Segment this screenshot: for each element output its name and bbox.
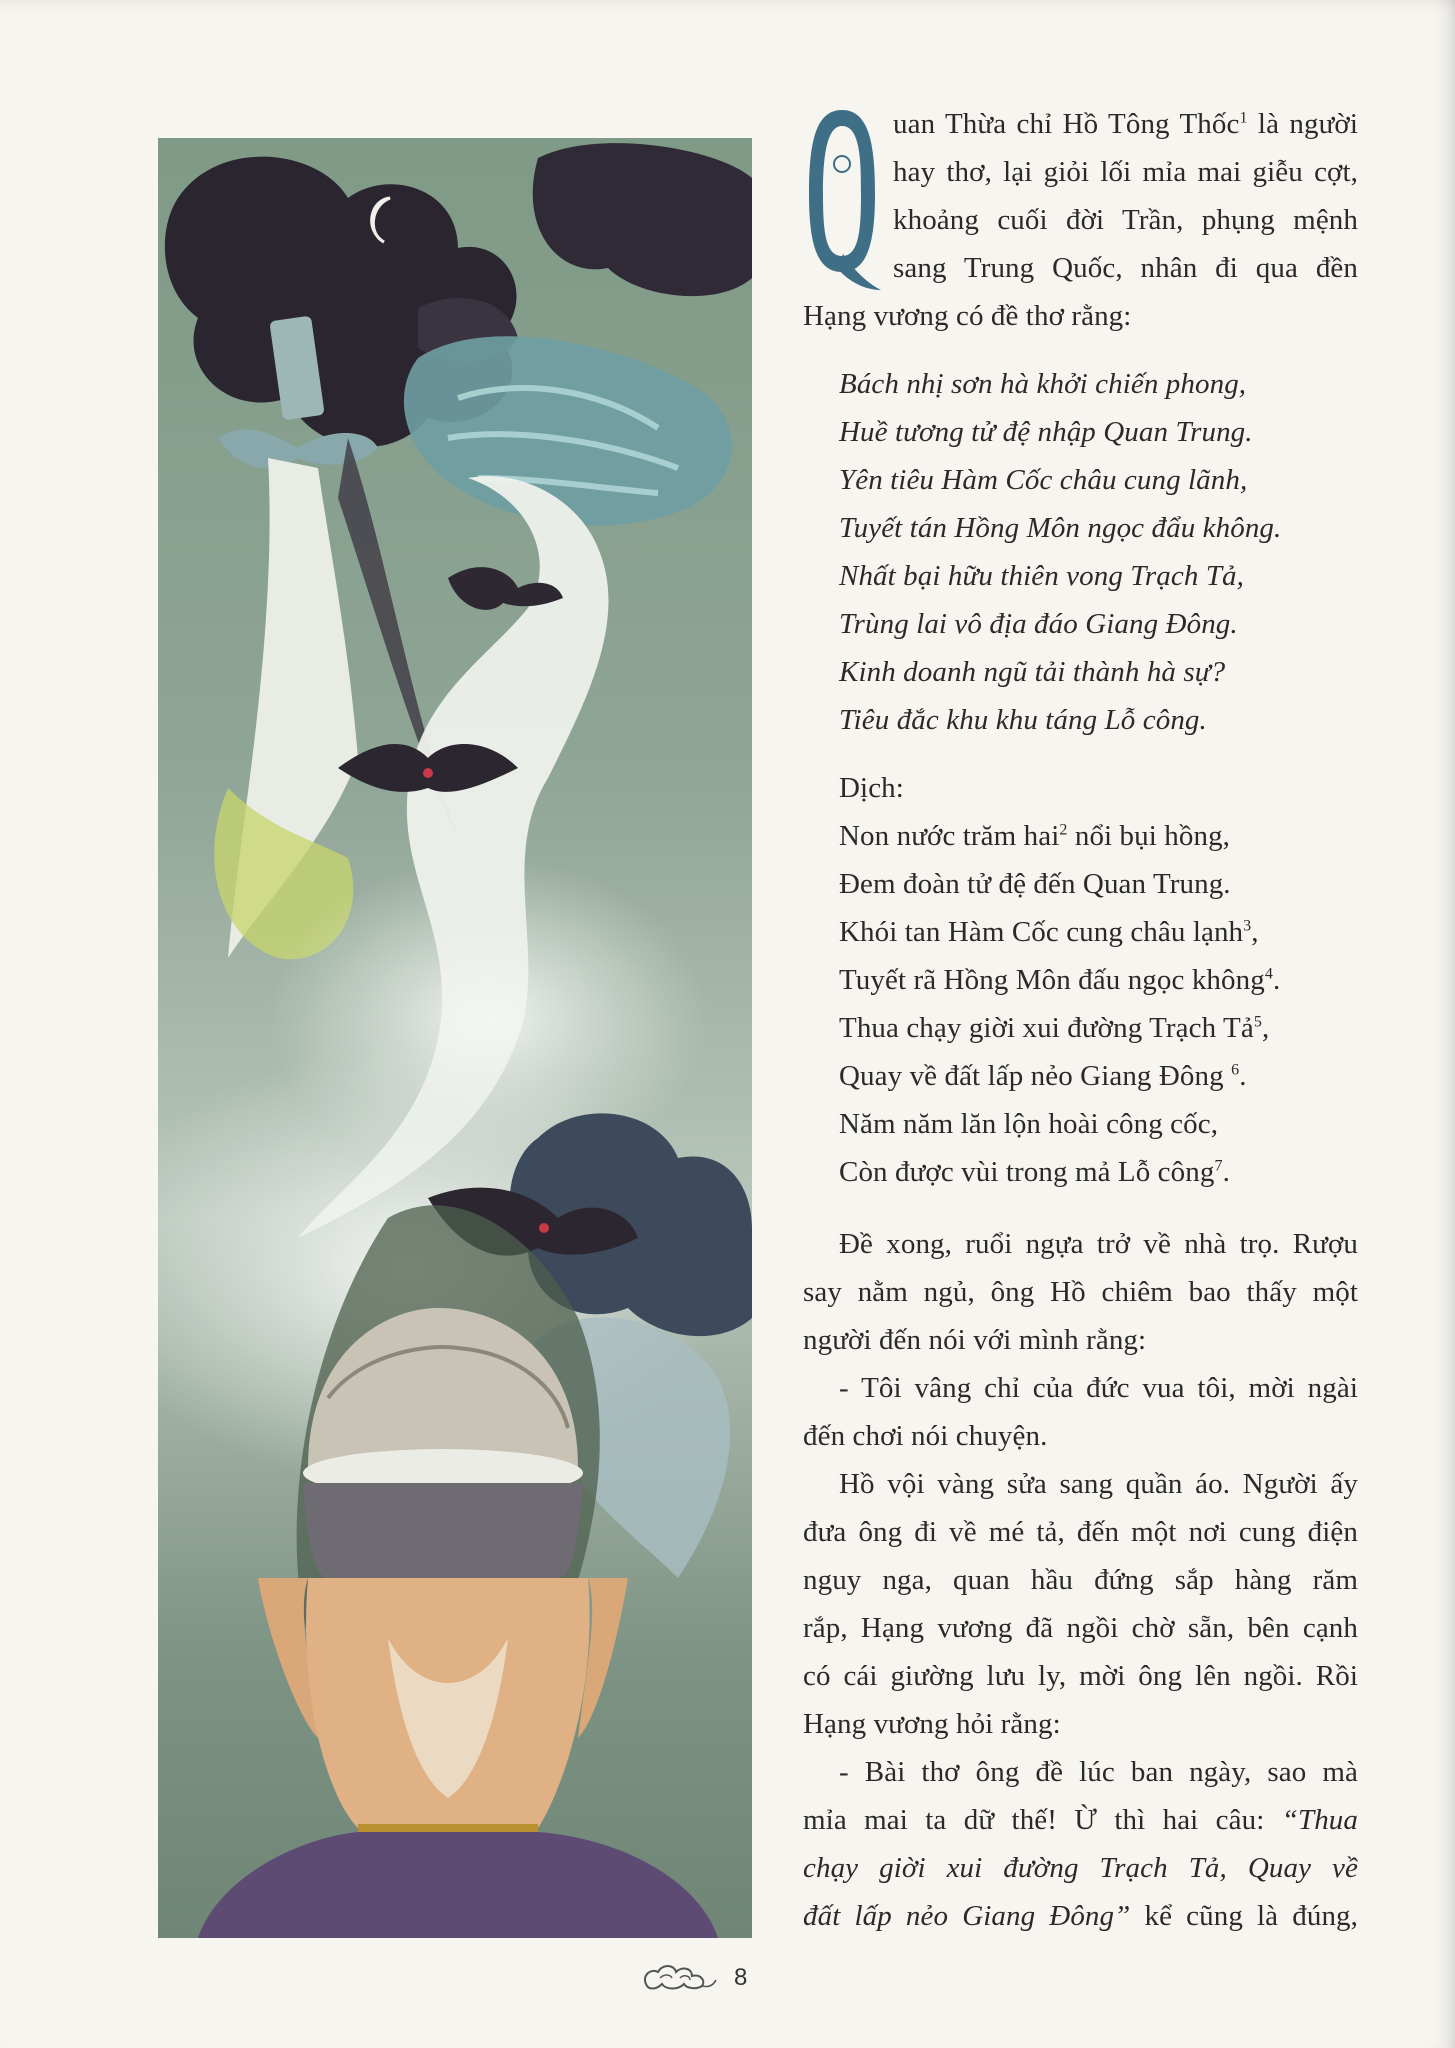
poem-original [803,360,1358,744]
footnote-ref: 4 [1264,965,1273,983]
quote-text: đất lấp nẻo Giang Đông” [803,1900,1131,1932]
translation-text: . [1222,1156,1230,1188]
translation-heading: Dịch: [839,772,904,804]
body-line: người đến nói với mình rằng: [803,1324,1147,1356]
poem-line: Huề tương tử đệ nhập Quan Trung. [839,416,1253,448]
body-line: đến chơi nói chuyện. [803,1420,1048,1452]
intro-paragraph [803,100,1358,292]
body-line: Hạng vương hỏi rằng: [803,1708,1061,1740]
translation-text: Quay về đất lấp nẻo Giang Đông [839,1060,1232,1092]
footnote-ref: 1 [1239,109,1248,127]
story-text-column [803,100,1358,1940]
translation-line [839,812,1358,860]
translation-text: nổi bụi hồng, [1067,820,1231,852]
body-text: mỉa mai ta dữ thế! Ừ thì hai câu: [803,1804,1282,1836]
translation-text: , [1261,1012,1270,1044]
translation-text: . [1239,1060,1247,1092]
body-line: rắp, Hạng vương đã ngồi chờ sẵn, bên cạnh [803,1612,1358,1644]
translation-text: Tuyết rã Hồng Môn đấu ngọc không [839,964,1265,996]
translation-line [839,1004,1358,1052]
translation-line [839,956,1358,1004]
body-line: Đề xong, ruổi ngựa trở về nhà trọ. Rượu [839,1228,1358,1260]
body-line [803,1796,1358,1844]
body-line: - Tôi vâng chỉ của đức vua tôi, mời ngài [839,1372,1358,1404]
body-text: kể cũng là đúng, [1130,1900,1359,1932]
quote-open: “ [1281,1804,1298,1836]
intro-line [893,100,1358,148]
body-line: nguy nga, quan hầu đứng sắp hàng răm [803,1564,1358,1596]
translation-text: Khói tan Hàm Cốc cung châu lạnh [839,916,1244,948]
poem-line: Tiêu đắc khu khu táng Lỗ công. [839,704,1207,736]
translation-text: . [1272,964,1281,996]
translation-line: Năm năm lăn lộn hoài công cốc, [839,1108,1219,1140]
illustration-artwork [158,138,752,1938]
body-line: say nằm ngủ, ông Hồ chiêm bao thấy một [803,1276,1358,1308]
translation-line [839,1052,1358,1100]
poem-line: Yên tiêu Hàm Cốc châu cung lãnh, [839,464,1248,496]
page-footer [640,1958,780,1998]
intro-line: Hạng vương có đề thơ rằng: [803,300,1132,332]
page-number: 8 [734,1964,748,1991]
footnote-ref: 5 [1253,1013,1262,1031]
footnote-ref: 2 [1059,821,1068,839]
story-body [803,1220,1358,1940]
body-line: Hồ vội vàng sửa sang quần áo. Người ấy [839,1468,1358,1500]
story-illustration [158,138,752,1938]
poem-line: Tuyết tán Hồng Môn ngọc đẩu không. [839,512,1282,544]
footnote-ref: 6 [1231,1061,1240,1079]
translation-line [839,1148,1358,1196]
translation-line [839,908,1358,956]
intro-line-text: uan Thừa chỉ Hồ Tông Thốc [893,108,1240,140]
poem-line: Trùng lai vô địa đáo Giang Đông. [839,608,1238,640]
footnote-ref: 3 [1243,917,1252,935]
intro-line: hay thơ, lại giỏi lối mỉa mai giễu cợt, [893,156,1358,188]
quote-text: Thua [1297,1804,1358,1836]
intro-line: sang Trung Quốc, nhân đi qua đền [893,252,1358,284]
poem-line: Nhất bại hữu thiên vong Trạch Tả, [839,560,1244,592]
poem-translation [803,764,1358,1196]
body-line: đưa ông đi về mé tả, đến một nơi cung điện [803,1516,1358,1548]
translation-text: , [1251,916,1259,948]
body-line [803,1844,1358,1892]
body-line: có cái giường lưu ly, mời ông lên ngồi. Rồi [803,1660,1358,1692]
footnote-ref: 7 [1214,1157,1223,1175]
poem-line: Kinh doanh ngũ tải thành hà sự? [839,656,1226,688]
translation-text: Còn được vùi trong mả Lỗ công [839,1156,1215,1188]
cloud-ornament-icon [640,1962,720,1994]
translation-line: Đem đoàn tử đệ đến Quan Trung. [839,868,1231,900]
translation-text: Thua chạy giời xui đường Trạch Tả [839,1012,1254,1044]
body-line [803,1892,1358,1940]
translation-text: Non nước trăm hai [839,820,1060,852]
body-line: - Bài thơ ông đề lúc ban ngày, sao mà [839,1756,1358,1788]
intro-line-text: là người [1247,108,1358,140]
quote-text: chạy giời xui đường Trạch Tả, Quay về [803,1852,1358,1884]
intro-line: khoảng cuối đời Trần, phụng mệnh [893,204,1358,236]
poem-line: Bách nhị sơn hà khởi chiến phong, [839,368,1247,400]
